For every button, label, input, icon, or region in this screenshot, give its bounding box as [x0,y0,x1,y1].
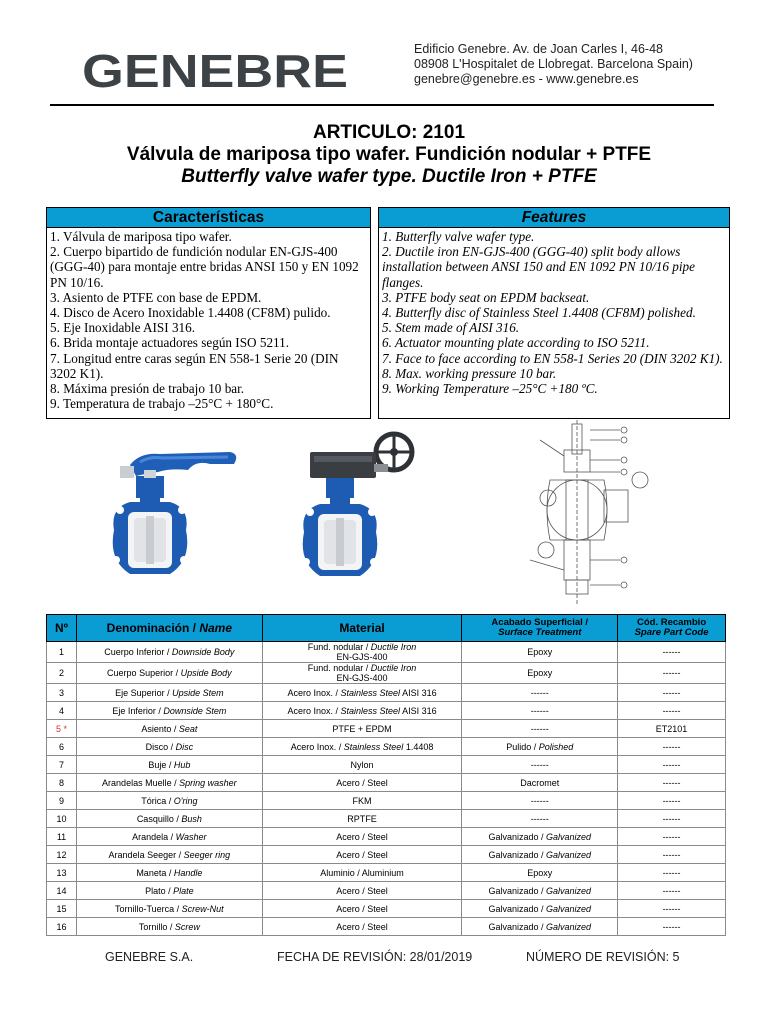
footer-revision-number: NÚMERO DE REVISIÓN: 5 [526,950,680,964]
name-en: Seat [178,723,198,734]
cell-name [76,642,262,663]
cell-material [262,900,462,918]
header-code [618,615,726,642]
header-divider [50,104,714,106]
feature-en-item: 1. Butterfly valve wafer type. [382,229,535,244]
cell-code: ------ [618,918,726,936]
table-row [47,900,726,918]
name-en: Upside Body [180,668,232,678]
finish-es: ------ [530,705,549,716]
cell-material [262,738,462,756]
cell-code: ET2101 [618,720,726,738]
name-es: Eje Superior / [115,687,173,698]
table-row [47,846,726,864]
cell-name [76,864,262,882]
cell-num: 11 [47,828,77,846]
finish-es: ------ [530,813,549,824]
footer-company: GENEBRE S.A. [105,950,194,964]
header-finish [462,615,618,642]
feature-es-item: 7. Longitud entre caras según EN 558-1 Serie 20 (DIN 3202 K1). [50,350,339,381]
table-row [47,756,726,774]
table-row [47,720,726,738]
material-en: Stainless Steel [343,741,404,752]
table-row [47,810,726,828]
name-en: Screw [174,921,200,932]
material-en: Stainless Steel [340,705,401,716]
cell-finish [462,684,618,702]
cell-code: ------ [618,882,726,900]
name-en: Disc [175,741,194,752]
cell-finish [462,756,618,774]
article-title: ARTICULO: 2101 [312,122,466,143]
cell-num: 15 [47,900,77,918]
cell-name [76,663,262,684]
cell-finish [462,864,618,882]
cell-num: 3 [47,684,77,702]
cell-code: ------ [618,810,726,828]
header-code-en: Spare Part Code [634,627,709,638]
header-name-es: Denominación / [106,621,200,635]
cell-finish [462,720,618,738]
address-line-3: genebre@genebre.es - www.genebre.es [414,72,639,86]
feature-en-item: 5. Stem made of AISI 316. [382,320,520,336]
address-line-1: Edificio Genebre. Av. de Joan Carles I, 46-48 [414,42,663,56]
cell-finish [462,792,618,810]
name-en: Washer [175,831,207,842]
cell-num: 10 [47,810,77,828]
features-english-heading: Features [379,208,729,228]
name-es: Arandela / [132,831,176,842]
header-finish-es: Acabado Superficial / [491,617,589,628]
table-row [47,918,726,936]
parts-table-header [47,615,726,642]
cell-name [76,738,262,756]
feature-en-item: 6. Actuator mounting plate according to ISO 5211. [382,335,650,351]
table-row [47,774,726,792]
cell-name [76,846,262,864]
finish-es: Dacromet [520,777,560,788]
cell-code: ------ [618,702,726,720]
cell-material [262,864,462,882]
name-en: Plate [173,885,194,896]
material-es: Acero / Steel [336,831,388,842]
name-en: Spring washer [179,777,237,788]
name-es: Plato / [145,885,174,896]
material-en: Ductile Iron [370,642,417,652]
name-en: Upside Stem [172,687,224,698]
finish-es: Epoxy [527,647,553,657]
name-es: Asiento / [141,723,179,734]
cell-num: 12 [47,846,77,864]
feature-es-item: 9. Temperatura de trabajo –25°C + 180°C. [50,396,274,412]
feature-es-item: 4. Disco de Acero Inoxidable 1.4408 (CF8M) pulido. [50,305,331,321]
table-row [47,738,726,756]
name-es: Casquillo / [136,813,182,824]
table-row [47,684,726,702]
spanish-title: Válvula de mariposa tipo wafer. Fundición nodular + PTFE [126,144,652,165]
features-spanish-box [46,207,371,419]
header-finish-en: Surface Treatment [498,627,582,638]
material-es: Nylon [350,759,374,770]
material-es: FKM [352,795,372,806]
cell-code: ------ [618,846,726,864]
feature-es-item: 1. Válvula de mariposa tipo wafer. [50,229,232,244]
finish-es: Epoxy [527,668,553,678]
material-es: Acero Inox. / [287,705,341,716]
cell-num: 2 [47,663,77,684]
cell-material [262,684,462,702]
valve-gearbox-photo [290,428,435,588]
cell-num: 4 [47,702,77,720]
cell-finish [462,642,618,663]
cell-num: 13 [47,864,77,882]
cell-num: 6 [47,738,77,756]
cell-name [76,918,262,936]
name-es: Maneta / [136,867,174,878]
material-extra: EN-GJS-400 [336,652,388,662]
cell-material [262,702,462,720]
finish-es: ------ [530,687,549,698]
parts-table [46,614,726,936]
address-line-2: 08908 L'Hospitalet de Llobregat. Barcelona Spain) [414,57,693,71]
material-es: Acero / Steel [336,921,388,932]
cell-material [262,663,462,684]
finish-en: Galvanized [545,903,592,914]
cell-material [262,792,462,810]
cell-material [262,918,462,936]
cell-finish [462,918,618,936]
name-es: Arandelas Muelle / [102,777,180,788]
cell-finish [462,702,618,720]
table-row [47,663,726,684]
material-es: Fund. nodular / [307,642,371,652]
name-es: Arandela Seeger / [108,849,184,860]
feature-en-item: 8. Max. working pressure 10 bar. [382,365,557,381]
company-address [414,42,693,87]
table-row [47,864,726,882]
cell-code: ------ [618,774,726,792]
material-es: RPTFE [347,813,377,824]
cell-code: ------ [618,684,726,702]
cell-finish [462,738,618,756]
title-block [0,122,768,188]
name-es: Cuerpo Superior / [107,668,181,678]
material-es: Acero / Steel [336,885,388,896]
cell-material [262,828,462,846]
cell-finish [462,882,618,900]
cell-name [76,720,262,738]
cell-name [76,756,262,774]
finish-en: Polished [538,741,574,752]
finish-es: Galvanizado / [488,921,546,932]
cell-material [262,846,462,864]
table-row [47,702,726,720]
cell-name [76,810,262,828]
cell-finish [462,900,618,918]
material-en: Stainless Steel [340,687,401,698]
name-es: Buje / [148,759,174,770]
cell-num: 16 [47,918,77,936]
table-row [47,792,726,810]
cell-code: ------ [618,864,726,882]
cell-name [76,900,262,918]
finish-en: Galvanized [545,849,592,860]
name-en: Downside Stem [163,705,227,716]
cell-code: ------ [618,756,726,774]
feature-es-item: 8. Máxima presión de trabajo 10 bar. [50,381,245,397]
cell-name [76,828,262,846]
cell-num: 14 [47,882,77,900]
finish-es: Pulido / [506,741,539,752]
cell-code: ------ [618,828,726,846]
cell-code: ------ [618,738,726,756]
name-en: Downside Body [171,647,235,657]
feature-en-item: 9. Working Temperature –25°C +180 ºC. [382,381,598,397]
finish-es: ------ [530,723,549,734]
finish-es: Galvanizado / [488,831,546,842]
feature-en-item: 3. PTFE body seat on EPDM backseat. [382,289,590,305]
cell-material [262,756,462,774]
cell-finish [462,663,618,684]
table-row [47,642,726,663]
features-english-box [378,207,730,419]
name-es: Disco / [145,741,176,752]
exploded-technical-drawing [520,420,650,605]
cell-name [76,774,262,792]
material-extra: AISI 316 [402,705,437,716]
cell-num: 9 [47,792,77,810]
material-en: Ductile Iron [370,663,417,673]
footer-revision-date: FECHA DE REVISIÓN: 28/01/2019 [277,950,473,964]
cell-code: ------ [618,792,726,810]
feature-es-item: 5. Eje Inoxidable AISI 316. [50,320,196,336]
material-extra: 1.4408 [405,741,434,752]
name-es: Tornillo / [138,921,175,932]
cell-material [262,774,462,792]
table-row [47,882,726,900]
cell-name [76,702,262,720]
finish-es: ------ [530,795,549,806]
features-spanish-list [47,228,370,412]
header-code-es: Cód. Recambio [636,617,707,628]
material-es: Acero / Steel [336,903,388,914]
header-name [76,615,262,642]
name-es: Tórica / [141,795,174,806]
finish-es: Galvanizado / [488,849,546,860]
cell-material [262,642,462,663]
table-row [47,828,726,846]
cell-material [262,810,462,828]
feature-es-item: 6. Brida montaje actuadores según ISO 5211. [50,335,290,351]
material-extra: AISI 316 [402,687,437,698]
finish-es: Epoxy [527,867,553,878]
name-en: Handle [173,867,203,878]
genebre-logo [82,50,348,92]
material-es: Acero Inox. / [290,741,344,752]
finish-es: ------ [530,759,549,770]
cell-num: 1 [47,642,77,663]
material-es: Acero / Steel [336,777,388,788]
parts-table-body [47,642,726,936]
header-material: Material [262,615,462,642]
cell-num: 5 * [47,720,77,738]
cell-code: ------ [618,663,726,684]
valve-lever-photo [100,430,245,590]
material-es: Acero / Steel [336,849,388,860]
name-es: Cuerpo Inferior / [104,647,172,657]
cell-finish [462,774,618,792]
cell-finish [462,846,618,864]
features-spanish-heading: Características [47,208,370,228]
material-es: Aluminio / Aluminium [320,867,404,878]
english-title: Butterfly valve wafer type. Ductile Iron + PTFE [181,166,597,187]
cell-finish [462,828,618,846]
features-english-list [379,228,729,397]
name-en: Bush [181,813,202,824]
name-es: Tornillo-Tuerca / [114,903,182,914]
finish-en: Galvanized [545,921,592,932]
header-num: Nº [47,615,77,642]
material-es: Fund. nodular / [307,663,371,673]
feature-en-item: 2. Ductile iron EN-GJS-400 (GGG-40) split body allows installation between ANSI 150 and EN 1092 PN 10/16 pipe flanges. [382,244,695,290]
feature-es-item: 3. Asiento de PTFE con base de EPDM. [50,289,262,305]
name-es: Eje Inferior / [112,705,164,716]
cell-finish [462,810,618,828]
cell-name [76,792,262,810]
cell-num: 7 [47,756,77,774]
cell-material [262,720,462,738]
finish-en: Galvanized [545,885,592,896]
logo-text: GENEBRE [82,50,348,92]
cell-material [262,882,462,900]
header-name-en: Name [199,621,233,635]
feature-es-item: 2. Cuerpo bipartido de fundición nodular EN-GJS-400 (GGG-40) para montaje entre bridas ANSI 150 y EN 1092 PN 10/16. [50,244,359,290]
cell-name [76,684,262,702]
material-es: PTFE + EPDM [332,723,392,734]
cell-code: ------ [618,642,726,663]
name-en: Screw-Nut [181,903,224,914]
feature-en-item: 4. Butterfly disc of Stainless Steel 1.4408 (CF8M) polished. [382,305,696,321]
name-en: Seeger ring [183,849,231,860]
name-en: O'ring [173,795,198,806]
material-es: Acero Inox. / [287,687,341,698]
finish-en: Galvanized [545,831,592,842]
finish-es: Galvanizado / [488,885,546,896]
material-extra: EN-GJS-400 [336,673,388,683]
cell-num: 8 [47,774,77,792]
finish-es: Galvanizado / [488,903,546,914]
name-en: Hub [173,759,191,770]
cell-name [76,882,262,900]
cell-code: ------ [618,900,726,918]
feature-en-item: 7. Face to face according to EN 558-1 Series 20 (DIN 3202 K1). [382,350,723,366]
